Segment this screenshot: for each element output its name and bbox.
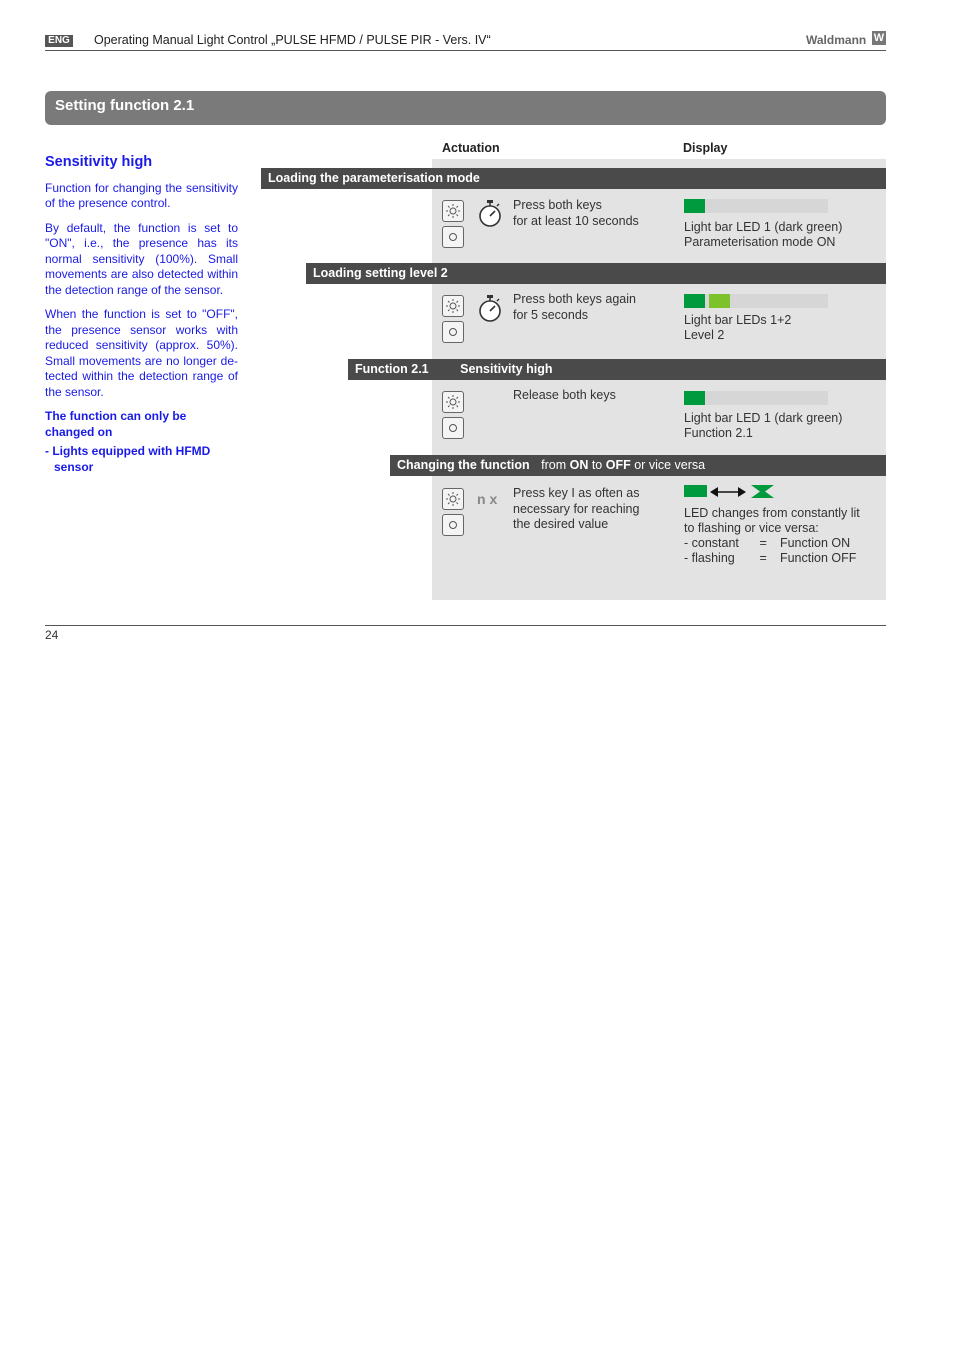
legend-result: Function OFF (779, 551, 857, 565)
function-heading: Sensitivity high (45, 154, 153, 170)
step-title: Loading setting level 2 (313, 266, 448, 280)
step-off: OFF (605, 458, 631, 472)
double-arrow-icon (710, 486, 746, 498)
keypad (442, 391, 466, 445)
step-3-action (513, 388, 616, 404)
section-title: Setting function 2.1 (55, 97, 195, 114)
step-4-display (684, 506, 884, 566)
legend-result: Function ON (779, 536, 851, 550)
action-line: the desired value (513, 517, 609, 531)
legend-eq: = (759, 536, 767, 550)
sun-key-icon (442, 295, 464, 317)
light-bar (684, 294, 828, 308)
description-p2: By default, the function is set to "ON", i.e., the presence has its normal sensitivity (100%). Small movements are also detected within the detection range of the sensor. (45, 220, 238, 297)
keypad (442, 488, 466, 542)
stopwatch-icon (477, 294, 503, 324)
step-1-action (513, 198, 639, 229)
requirement-note: The function can only be changed on (45, 409, 187, 439)
step-bar-level-2 (306, 263, 886, 284)
legend-flashing (684, 551, 884, 566)
page-number: 24 (45, 628, 59, 642)
legend-mode: - flashing (684, 551, 735, 565)
brand-logo-icon: W (873, 32, 885, 44)
led-2-light-green (709, 294, 730, 308)
circle-key-icon (442, 514, 464, 536)
action-line: necessary for reaching (513, 501, 640, 516)
led-constant (684, 485, 707, 497)
display-line: to flashing or vice versa: (684, 521, 819, 535)
stopwatch-icon (477, 199, 503, 229)
document-title: Operating Manual Light Control „PULSE HFMD / PULSE PIR - Vers. IV“ (94, 33, 491, 47)
actuation-heading: Actuation (442, 141, 500, 155)
left-description (45, 155, 238, 475)
sun-key-icon (442, 391, 464, 413)
action-line: Press both keys (513, 198, 602, 212)
action-line: for at least 10 seconds (513, 213, 639, 228)
circle-key-icon (442, 226, 464, 248)
action-line: Release both keys (513, 388, 616, 402)
circle-key-icon (442, 321, 464, 343)
step-title: Sensitivity high (460, 362, 553, 376)
brand-name: Waldmann (806, 33, 867, 47)
keypad (442, 295, 466, 349)
step-from: from (541, 458, 567, 472)
step-title: Loading the parameterisation mode (268, 171, 480, 185)
description-p3: When the function is set to "OFF", the presence sensor works with reduced sensitivity (approx. 50%). Small movements are no longer detected within the detection range of the sensor. (45, 307, 238, 399)
display-line: Light bar LED 1 (dark green) (684, 411, 843, 425)
step-2-display (684, 313, 791, 343)
action-line: Press key I as often as (513, 486, 640, 500)
step-1-display (684, 220, 842, 250)
step-3-display (684, 411, 842, 441)
language-badge: ENG (45, 35, 73, 47)
action-line: for 5 seconds (513, 307, 589, 322)
sun-key-icon (442, 488, 464, 510)
circle-key-icon (442, 417, 464, 439)
step-bar-function-2-1 (348, 359, 886, 380)
footer-rule (45, 625, 886, 626)
display-line: Light bar LED 1 (dark green) (684, 220, 843, 234)
keypad (442, 200, 466, 254)
step-label: Function 2.1 (355, 362, 429, 376)
step-title: Changing the function (397, 458, 530, 472)
step-rest: or vice versa (634, 458, 706, 472)
led-1-dark-green (684, 294, 705, 308)
light-bar (684, 199, 828, 213)
requirement-list-item: - Lights equipped with HFMD sensor (45, 444, 211, 474)
led-1-dark-green (684, 199, 705, 213)
description-p1: Function for changing the sensitivity of the presence control. (45, 180, 238, 210)
header-rule (45, 50, 886, 51)
legend-mode: - constant (684, 536, 739, 550)
flashing-led-icon (751, 485, 774, 498)
step-bar-parameterisation (261, 168, 886, 189)
display-line: Light bar LEDs 1+2 (684, 313, 792, 327)
display-line: Function 2.1 (684, 426, 753, 440)
display-heading: Display (683, 141, 728, 155)
step-on: ON (569, 458, 589, 472)
repeat-count: n x (477, 491, 498, 507)
legend-constant (684, 536, 884, 551)
step-bar-changing-function (390, 455, 886, 476)
step-4-action (513, 486, 639, 533)
step-to: to (591, 458, 603, 472)
display-line: LED changes from constantly lit (684, 506, 860, 520)
light-bar (684, 391, 828, 405)
led-1-dark-green (684, 391, 705, 405)
display-line: Parameterisation mode ON (684, 235, 836, 249)
display-line: Level 2 (684, 328, 725, 342)
sun-key-icon (442, 200, 464, 222)
step-2-action (513, 292, 636, 323)
action-line: Press both keys again (513, 292, 636, 306)
legend-eq: = (759, 551, 767, 565)
led-toggle-indicator (684, 485, 784, 499)
